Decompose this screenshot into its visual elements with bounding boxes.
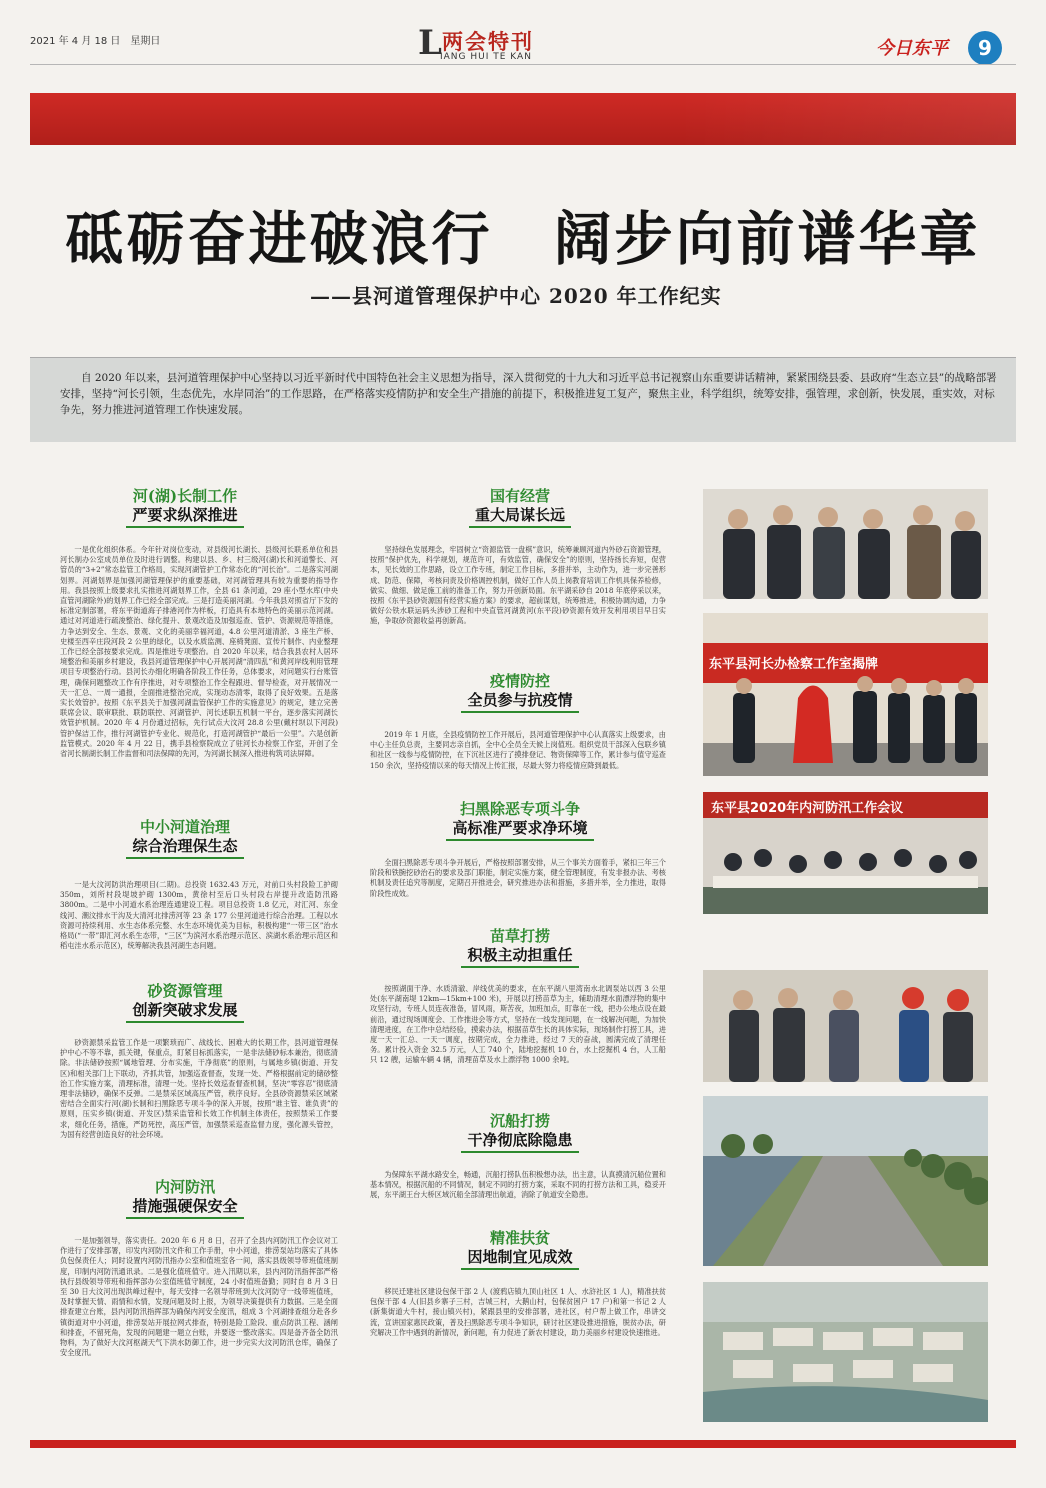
river-landscape-icon — [703, 1096, 988, 1266]
section-kicker: 疫情防控 — [489, 672, 550, 690]
section-headline: 干净彻底除隐患 — [461, 1130, 578, 1153]
ceremony-scene-icon — [703, 613, 988, 776]
section-heading-sunken-ship — [400, 1112, 640, 1153]
section-body-river-chief: 一是优化组织体系。今年针对岗位变动，对县级河长湖长、县级河长联系单位和县河长制办公室成员单位及时进行调整。构建以县、乡、村三级河(湖)长和河道警长、河管员的“3+2”常态监管工作格局，实现河湖管护工作常态化的“河长治”。二是落实河湖划界。河湖划界是加强河湖管理保护的重要基础，对河湖管理具有较为重要的指导作用。我县按照上级要求扎实推进河湖划界工作，全县 61 条河道，29 座小型水库(中央直管河湖除外)的划界工作已经全部完成。三是打造美丽河湖。今年我县对照省厅下发的标准定制部署，将东平街道海子排港河作为样板，打造具有本地特色的美丽示范河湖。通过对河道进行疏浚整治、绿化提升、景观改造及加强巡查、管护、资源规范等措施，力争达到安全、生态、景观、文化的美丽幸福河道，4.8 公里河道清淤、3 座生产桥、史楼至西辛庄段河段 2 公里的绿化，以及水质监测、座椅凳面、宣传片制作、内业整理工作已经全部按要求完成。四是推进专项整治。自 2020 年以来，结合我县农村人居环境整治和美丽乡村建设，我县河道管理保护中心开展河湖“清四乱”和黄河岸线利用管理项目专项整治行动。县河长办细化明确各阶段工作任务，总体要求，对问题实行台账管理，确保问题整改工作有序推进，对专项整治工作全程跟进、督导检查，对开展情况一天一汇总、一周一通报，全面推进整治完成，实现动态清零，取得了良好效果。五是落实长效管护。按照《东平县关于加强河湖监管保护工作的实施意见》的规定，建立完善联席会议、联审联批、联防联控、河湖管护、河长述职五机制一平台，逐步落实河湖长效管护机制。2020 年 4 月份通过招标，先行试点大汶河 28.8 公里(戴村坝以下河段)管护保洁工作，推行河湖管护专业化、规范化，打造河湖管护“最后一公里”。六是创新监管模式。2020 年 4 月 22 日，携手县检察院成立了驻河长办检察工作室，开创了全省河长制湖长制工作监督和司法保障的先河，为河湖长制深入推进构筑司法屏障。 — [60, 545, 338, 759]
photo-flood-meeting — [703, 792, 988, 914]
photo-village-aerial — [703, 1282, 988, 1422]
section-heading-flood — [70, 1178, 300, 1219]
section-kicker: 国有经营 — [489, 487, 550, 505]
section-headline: 严要求纵深推进 — [126, 505, 243, 528]
section-body-sand: 砂资源禁采监管工作是一项繁琐而广、战线长、困难大的长期工作，县河道管理保护中心不等不靠，抓关键，保重点，盯紧目标抓落实，一是非法储砂标本兼治，彻底清除。非法储砂按照“属地管理、分布实施，干净彻底”的原则，与属地乡镇(街道、开发区)和相关部门上下联动，齐抓共管，加强巡查督查，发现一处、严格根据前定的储砂整治工作实施方案，清理标准，清理一处。坚持长效巡查督查机制，坚决“零容忍”彻底清理非法储砂，确保不反弹。二是禁采区域高压严管，秩序良好。全县砂资源禁采区域紧密结合全面实行河(湖)长制和扫黑除恶专项斗争的深入开展，按照“谁主管、谁负责”的原则，压实乡镇(街道、开发区)禁采监管和长效工作机制主体责任，按照禁采工作要求，细化任务，措施，严防死控，高压严管，加强禁采巡查监督力度，强化源头管控，为国有经营创造良好的社会环境。 — [60, 1038, 338, 1139]
section-kicker: 砂资源管理 — [147, 982, 223, 1000]
section-body-river-governance: 一是大汶河防洪治理项目(二期)。总投资 1632.43 万元，对前口头村段险工护砌 350m，刘所村段堤坡护砌 1300m，黄徐村至后口头村段右岸提升改造防汛路 3800m。二是中小河道水系治理连通建设工程。项目总投资 1.8 亿元，对汇河、东金线河、潮汶排水干沟及大清河北排涝河等 23 条 177 公里河道进行综合治理。工程以水资源可持续利用、水生态体系完整、水生态环境优美为目标，积极构建“一带三区”治水格局(“一带”即汇河水系生态带，“三区”为滨河水系治理示范区、滨湖水系治理示范区和稻屯洼水系示范区)，统筹解决我县河湖生态问题。 — [60, 880, 338, 951]
page-number: 9 — [968, 31, 1002, 65]
bottom-red-bar — [30, 1440, 1016, 1448]
section-headline: 重大局谋长远 — [469, 505, 571, 528]
section-title: 两会特刊 — [442, 30, 534, 54]
section-headline: 综合治理保生态 — [126, 836, 243, 859]
section-heading-state-owned — [400, 487, 640, 528]
section-heading-anti-crime — [390, 800, 650, 841]
section-heading-river-governance — [70, 818, 300, 859]
section-body-poverty: 移民迁建社区建设包保干部 2 人 (渡鸦店镇九顶山社区 1 人、水浒社区 1 人)，精准扶贫包保干部 4 人(旧县乡寨子三村，吉城三村，大鹅山村，包保贫困户 17 户)和第一书记 2 人(新集街道大牛村，接山镇兴村)，紧跟县里的安排部署，进社区，村户帮上做工作，串讲交流，宣讲国家惠民政策，普及扫黑除恶专项斗争知识，研讨社区建设推进措施，脱贫办法，研究解决工作中遇到的新情况，新问题，有力促进了新农村建设，助力美丽乡村建设快速推进。 — [370, 1287, 666, 1337]
workers-icon — [703, 970, 988, 1082]
photo-prosecutor-office-unveil — [703, 613, 988, 776]
newspaper-brand: 今日东平 — [876, 38, 948, 59]
issue-date: 2021 年 4 月 18 日 星期日 — [30, 36, 161, 47]
section-headline: 高标准严要求净环境 — [446, 818, 593, 841]
section-kicker: 扫黑除恶专项斗争 — [459, 800, 580, 818]
section-heading-weed — [400, 927, 640, 968]
section-kicker: 精准扶贫 — [489, 1229, 550, 1247]
section-body-anti-crime: 全面扫黑除恶专项斗争开展后，严格按照部署安排，从三个事关方面着手，紧扣三年三个阶段和铁腕挖砂治石的要求及部门职能，制定实施方案，健全管理制度，有发非报办法、考核机制及责任追究等制度，定期召开推进会，研究推进办法和措施，多措并举，全力推进，取得阶段性成效。 — [370, 858, 666, 898]
photo-site-inspection — [703, 970, 988, 1082]
photo-caption-unveil: 东平县河长办检察工作室揭牌 — [709, 657, 879, 672]
header-divider — [30, 64, 1016, 65]
section-headline: 全员参与抗疫情 — [461, 690, 578, 713]
section-kicker: 内河防汛 — [154, 1178, 215, 1196]
section-body-state-owned: 坚持绿色发展理念，牢固树立“资源监管一盘棋”意识，统筹兼顾河道内外砂石资源管理，按照“保护优先，科学规划，规范许可，有效监管，确保安全”的原则，坚持扬长弃短，促营本，见长效的工作思路，设立工作专班，制定工作目标，多措并举，主动作为，进一步完善形成、防范、保障，考核问责及价格调控机制，做好工作人员上岗教育培训工作机具保养检修，做实、做细、做足施工前的准备工作，努力开创新局面。东平湖采砂自 2018 年底停采以来，按照《东平县砂资源国有经营实施方案》的要求，超前谋划，统筹推进，积极协调沟通，力争做好公铁水联运码头涉砂工程和中央直管河湖黄河(东平段)砂资源有效开发利用项目早日实施，争取砂资源收益再创新高。 — [370, 545, 666, 626]
red-banner — [30, 93, 1016, 145]
people-silhouette-icon — [703, 489, 988, 599]
section-body-sunken-ship: 为保障东平湖水路安全，畅通，沉船打捞队伍积极想办法，出主意，认真摸清沉船位置和基本情况，根据沉船的不同情况，制定不同的打捞方案，采取不同的打捞方法和工具，稳妥开展，东平湖王台大桥区域沉船全部清理出航道，消除了航道安全隐患。 — [370, 1170, 666, 1200]
village-aerial-icon — [703, 1282, 988, 1422]
section-heading-poverty — [400, 1229, 640, 1270]
photo-officials-inspection — [703, 489, 988, 599]
section-kicker: 苗草打捞 — [489, 927, 550, 945]
section-kicker: 河(湖)长制工作 — [132, 487, 238, 505]
intro-paragraph: 自 2020 年以来，县河道管理保护中心坚持以习近平新时代中国特色社会主义思想为指导，深入贯彻党的十九大和习近平总书记视察山东重要讲话精神，紧紧围绕县委、县政府“生态立县”的战略部署安排，坚持“河长引领，生态优先，水岸同治”的工作思路，在严格落实疫情防护和安全生产措施的前提下，积极推进复工复产，聚焦主业，科学组织，统筹安排，强管理，求创新，快发展，重实效，对标争先，努力推进河道管理工作快速发展。 — [60, 372, 997, 416]
section-pinyin: IANG HUI TE KAN — [440, 52, 532, 62]
section-heading-river-chief — [70, 487, 300, 528]
section-kicker: 中小河道治理 — [139, 818, 230, 836]
section-heading-sand — [70, 982, 300, 1023]
article-title: 砥砺奋进破浪行 阔步向前谱华章 — [65, 205, 981, 273]
section-kicker: 沉船打捞 — [489, 1112, 550, 1130]
section-body-flood: 一是加强领导，落实责任。2020 年 6 月 8 日，召开了全县内河防汛工作会议对工作进行了安排部署，印发内河防汛文件和工作手册，中小河道，排涝泵站均落实了具体负包保责任人；同时设置内河防汛指办公室和值班室各一间，落实县级领导带班值班制度，印制内河防汛通讯录。二是强化值班值守。进入汛期以来，县内河防汛指挥部严格执行县级领导带班和指挥部办公室值班值守制度，24 小时值班备勤；同时自 8 月 3 日至 30 日大汶河出现洪峰过程中，每天安排一名领导带班到大汶河防守一线带班值班，及时掌握天情、雨情和水情，发现问题及时上报，为领导决策提供有力数据。三是全面排查建立台账，县内河防汛指挥部为确保内河安全度汛，组成 3 个河湖排查组分赴各乡镇街道对中小河道，排涝泵站开展拉网式排查，特别是险工险段、重点防洪工程、涵闸和排查，不留死角，发现的问题建一题立台账，并要逐一整改落实。四是备齐备全防汛物料，为了做好大汶河枢湖天气下洪水防御工作，进一步完实大汶河防汛仓库，确保了安全度汛。 — [60, 1236, 338, 1358]
section-headline: 创新突破求发展 — [126, 1000, 243, 1023]
photo-caption-meeting: 东平县2020年内河防汛工作会议 — [711, 801, 904, 816]
article-subtitle: ——县河道管理保护中心 2020 年工作纪实 — [310, 284, 722, 308]
section-body-weed: 按照湖面干净、水质清澈、岸线优美的要求，在东平湖八里湾南水北调泵站以西 3 公里处(东平湖南堤 12km—15km+100 米)，开展以打捞苗草为主，辅助清理水面漂浮物的集中攻坚行动，专班人员连夜准备，冒风雨，斯苦夜，加班加点，盯靠在一线，把办公地点设在最前沿，通过现场调度会、工作推进会等方式，坚持在一线发现问题，在一线解决问题，为加快清理进度，在工作中总结经验，摸索办法，根据苗草生长的具体实际，现场制作打捞工具，进度一天一汇总、一天一调度，按期完成，全力推进，经过 7 天的奋战，圆满完成了清理任务。累计投入资金 32.5 万元，人工 740 个，陆地挖掘机 10 台，水上挖掘机 4 台，人工船只 12 艘，运输车辆 4 辆，清理苗草及水上漂浮物 1000 余吨。 — [370, 984, 666, 1065]
section-headline: 积极主动担重任 — [461, 945, 578, 968]
section-letter: L — [418, 23, 442, 63]
section-heading-epidemic — [400, 672, 640, 713]
section-headline: 因地制宜见成效 — [461, 1247, 578, 1270]
photo-river-road — [703, 1096, 988, 1266]
section-headline: 措施强硬保安全 — [126, 1196, 243, 1219]
section-body-epidemic: 2019 年 1 月底，全县疫情防控工作开展后，县河道管理保护中心认真落实上级要求，由中心主任负总责，主要同志亲自抓，全中心全员全天候上岗值班。组织党员干部深入包联乡镇和社区一线参与疫情防控，在下沉社区进行了摸排登记、物资保障等工作，累计参与值守巡查 150 余次，坚持疫情以来的每天情况上传汇报，尽最大努力将疫情应降到最低。 — [370, 730, 666, 770]
